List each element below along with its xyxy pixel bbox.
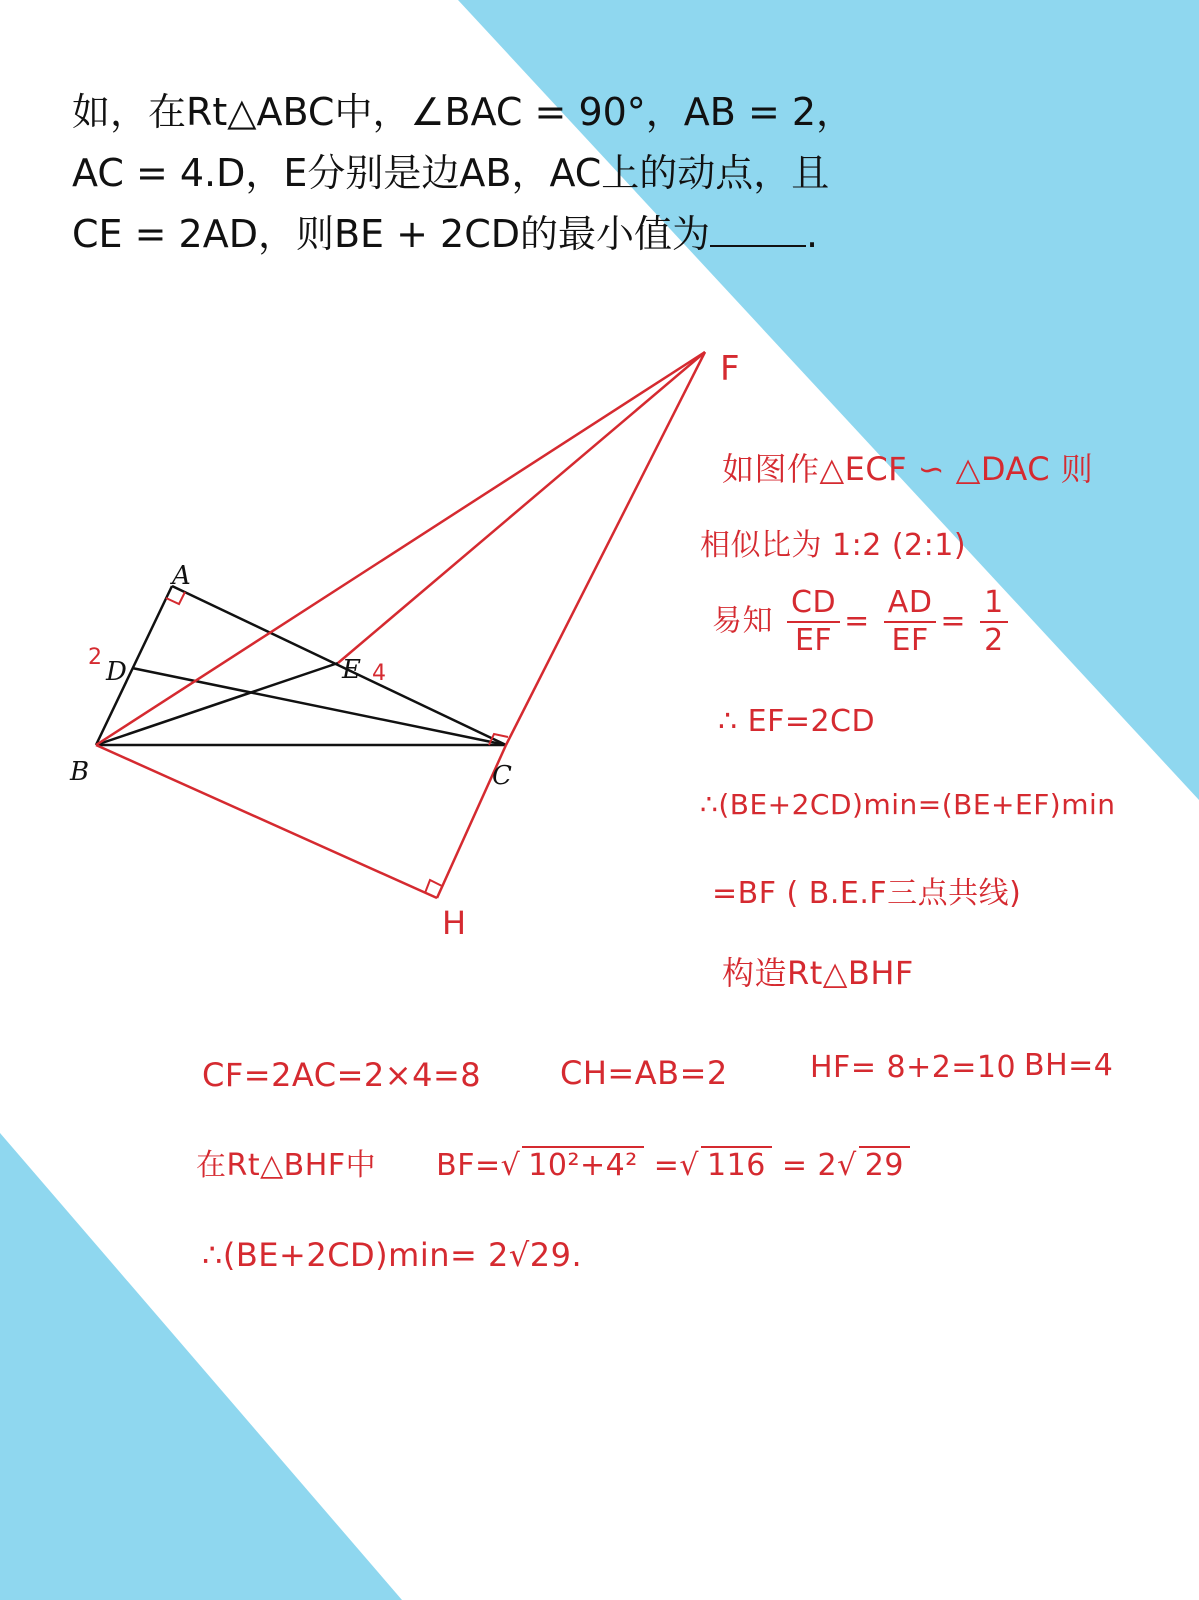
solution-step-1: 如图作△ECF ∽ △DAC 则 [722, 450, 1094, 488]
segment-bf [96, 352, 705, 745]
calc-bf-radicand-1: 10²+4² [522, 1146, 643, 1183]
solution-step-6: =BF ( B.E.F三点共线) [712, 876, 1022, 911]
problem-line-3-text: CE = 2AD，则BE + 2CD的最小值为 [72, 212, 711, 256]
fraction-cd-ef-denominator: EF [794, 623, 833, 658]
solution-step-3: 易知 $\frac{CD}{EF}$ = $\frac{AD}{EF}$ = $\frac{1}{2}$ [712, 585, 1012, 659]
problem-line-3-end: . [806, 212, 819, 256]
step3-prefix: 易知 [712, 603, 773, 639]
fraction-one-half-numerator: 1 [980, 585, 1008, 623]
fraction-one-half-denominator: 2 [984, 623, 1004, 658]
fraction-ad-ef-numerator: AD [884, 585, 937, 623]
problem-line-3 [72, 204, 952, 265]
side-label-ac: 4 [372, 661, 386, 686]
calc-ch: CH=AB=2 [560, 1054, 728, 1092]
fraction-ad-ef [884, 585, 937, 659]
calc-bf-prefix: 在Rt△BHF中 [196, 1148, 377, 1183]
calc-bf-eq: BF= [436, 1148, 501, 1183]
calc-bf-eq2: = [653, 1148, 680, 1183]
calc-bf-radicand-2: 116 [701, 1146, 772, 1183]
calc-cf: CF=2AC=2×4=8 [202, 1056, 482, 1094]
fraction-ad-ef-denominator: EF [891, 623, 929, 658]
calc-hf: HF= 8+2=10 [810, 1050, 1017, 1085]
solution-step-5: ∴(BE+2CD)min=(BE+EF)min [700, 788, 1116, 821]
point-label-d: D [106, 657, 127, 687]
problem-statement [72, 82, 952, 265]
answer-blank [710, 215, 806, 247]
point-label-h: H [442, 904, 467, 942]
conclusion: ∴(BE+2CD)min= 2√29. [202, 1236, 583, 1274]
fraction-cd-ef-numerator: CD [787, 585, 840, 623]
point-label-e: E [342, 655, 361, 685]
segment-bh [96, 745, 437, 898]
bottom-left-cyan-band [0, 1133, 402, 1600]
solution-step-2: 相似比为 1:2 (2:1) [700, 528, 967, 563]
problem-line-2: AC = 4.D，E分别是边AB，AC上的动点，且 [72, 151, 830, 195]
side-label-ab: 2 [88, 645, 102, 670]
fraction-one-half [980, 585, 1008, 659]
point-label-c: C [492, 761, 512, 791]
solution-step-7: 构造Rt△BHF [722, 954, 914, 992]
point-label-f: F [720, 349, 740, 389]
segment-cf [506, 352, 705, 745]
calc-bh: BH=4 [1024, 1048, 1114, 1083]
problem-line-1: 如，在Rt△ABC中，∠BAC = 90°，AB = 2， [72, 90, 855, 134]
point-label-b: B [70, 757, 90, 787]
fraction-cd-ef [787, 585, 840, 659]
calc-bf-eq3: = 2 [781, 1148, 838, 1183]
calc-bf-radicand-3: 29 [859, 1146, 910, 1183]
solution-step-4: ∴ EF=2CD [718, 704, 876, 739]
segment-dc [132, 668, 506, 745]
geometry-figure [0, 320, 1199, 960]
point-label-a: A [172, 561, 191, 591]
segment-ef [338, 352, 705, 663]
calc-bf-line: 在Rt△BHF中 BF=√ 10²+4² =√ 116 = 2√ 29 [196, 1140, 910, 1184]
segment-ac [172, 586, 506, 745]
